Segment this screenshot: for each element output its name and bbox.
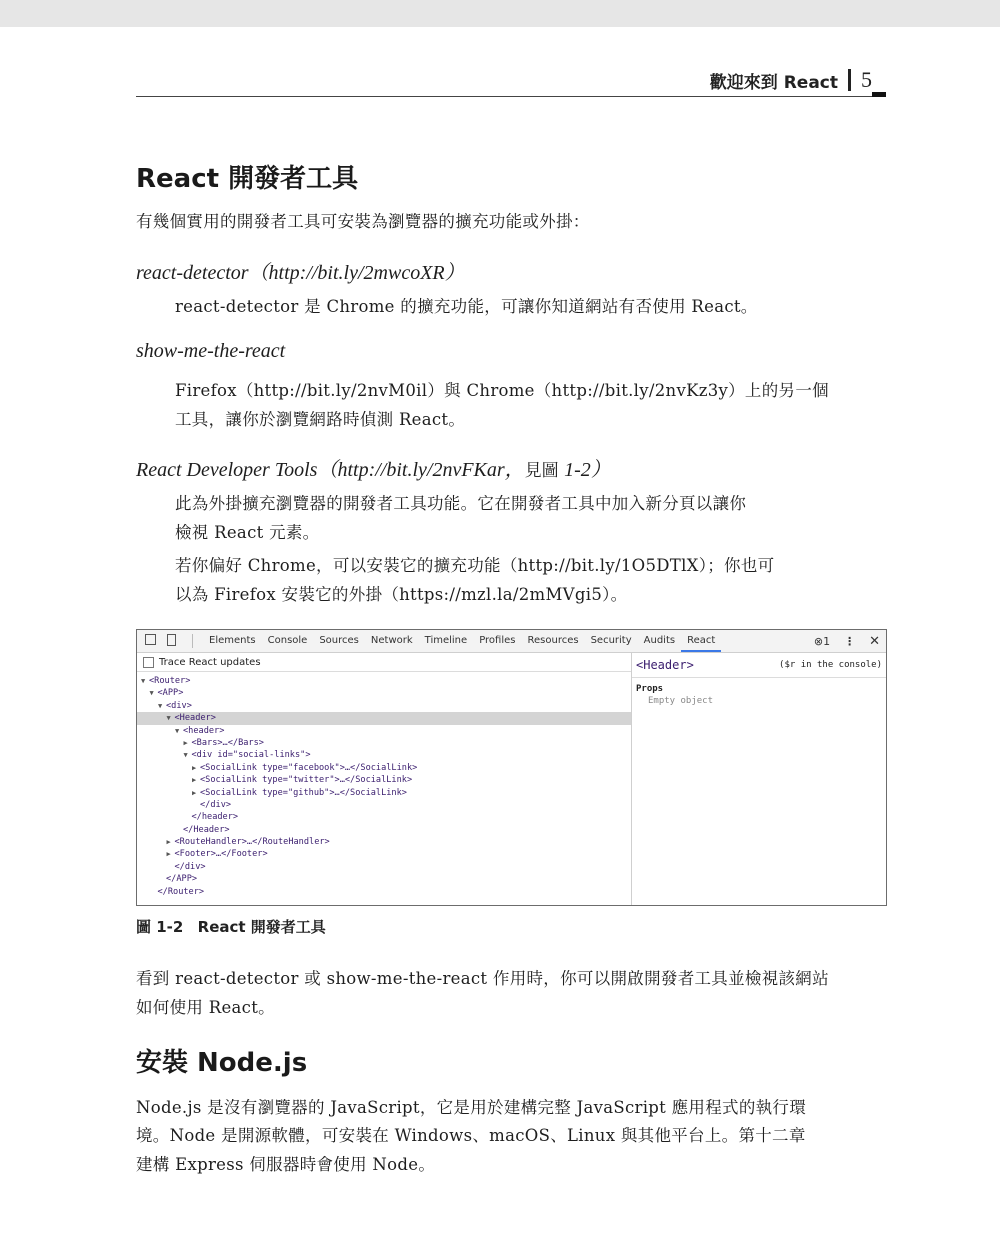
error-counter[interactable] <box>814 635 830 648</box>
running-head <box>710 66 872 94</box>
figure-caption-text: React 開發者工具 <box>197 918 326 936</box>
selected-component-name: <Header> <box>636 658 694 672</box>
device-icon[interactable] <box>167 634 176 646</box>
tab-timeline[interactable]: Timeline <box>424 635 468 646</box>
section-heading-react-devtools: React 開發者工具 <box>136 164 359 194</box>
intro-paragraph: 有幾個實用的開發者工具可安裝為瀏覽器的擴充功能或外掛： <box>136 212 590 231</box>
tree-node-text: </div> <box>174 861 206 872</box>
tree-node[interactable] <box>137 712 631 724</box>
devtools-screenshot <box>136 629 887 906</box>
tree-node[interactable] <box>137 848 631 860</box>
term-react-developer-tools <box>136 453 611 482</box>
devtools-toolbar <box>137 630 886 653</box>
tab-security[interactable]: Security <box>590 635 632 646</box>
sidebar-header <box>632 653 886 678</box>
props-sidebar <box>632 653 886 905</box>
node-paragraph-line: 建構 Express 伺服器時會使用 Node。 <box>136 1155 436 1174</box>
console-hint: ($r in the console) <box>779 660 882 670</box>
term-name: react-detector <box>136 262 249 284</box>
node-paragraph-line: Node.js 是沒有瀏覽器的 JavaScript，它是用於建構完整 JavaScript 應用程式的執行環 <box>136 1098 807 1117</box>
error-icon: ⊗ <box>813 634 824 648</box>
collapse-arrow-icon[interactable]: ▶ <box>166 850 171 859</box>
term-show-me-the-react <box>136 340 285 363</box>
node-paragraph-line: 境。Node 是開源軟體，可安裝在 Windows、macOS、Linux 與其他平台上。第十二章 <box>136 1126 806 1145</box>
paragraph-after-figure-line: 看到 react-detector 或 show-me-the-react 作用時，你可以開啟開發者工具並檢視該網站 <box>136 969 829 988</box>
tree-node[interactable] <box>137 836 631 848</box>
tool-desc-line: Firefox（http://bit.ly/2nvM0il）與 Chrome（http://bit.ly/2nvKz3y）上的另一個 <box>175 381 829 400</box>
tree-node[interactable] <box>137 774 631 786</box>
figure-label: 圖 1-2 <box>136 918 184 936</box>
tool-desc-line: 工具，讓你於瀏覽網路時偵測 React。 <box>175 410 466 429</box>
tool-desc-line: 此為外掛擴充瀏覽器的開發者工具功能。它在開發者工具中加入新分頁以讓你 <box>175 494 747 513</box>
collapse-arrow-icon[interactable]: ▶ <box>183 738 188 747</box>
tree-node[interactable] <box>137 799 631 811</box>
page-number: 5 <box>861 67 872 92</box>
tree-node-text: <Router> <box>149 676 191 686</box>
tree-node[interactable] <box>137 873 631 885</box>
tab-console[interactable]: Console <box>267 635 308 646</box>
tree-node-text: <APP> <box>157 688 184 699</box>
props-label: Props <box>636 684 664 694</box>
toolbar-right <box>814 630 880 652</box>
tree-node-text: <SocialLink type="facebook">…</SocialLink> <box>200 762 418 773</box>
tree-node[interactable] <box>137 737 631 749</box>
tree-node[interactable] <box>137 700 631 712</box>
tree-node-text: </APP> <box>166 874 198 885</box>
component-tree-pane <box>137 653 632 905</box>
expand-arrow-icon[interactable]: ▼ <box>141 677 146 685</box>
top-band <box>0 0 1000 27</box>
tree-node-text: </Router> <box>157 886 205 897</box>
tree-node-text: <SocialLink type="twitter">…</SocialLink> <box>200 775 413 786</box>
tree-node-text: </Header> <box>183 824 230 835</box>
trace-updates-checkbox[interactable] <box>143 657 154 668</box>
expand-arrow-icon[interactable]: ▼ <box>166 714 171 723</box>
term-name: React Developer Tools <box>136 459 318 481</box>
tree-node[interactable] <box>137 762 631 774</box>
expand-arrow-icon[interactable]: ▼ <box>158 701 163 710</box>
tab-sources[interactable]: Sources <box>319 635 359 646</box>
tree-node[interactable] <box>137 725 631 737</box>
figure-caption <box>136 916 326 937</box>
tree-node[interactable] <box>137 787 631 799</box>
component-tree <box>137 675 631 898</box>
term-react-detector <box>136 256 465 285</box>
expand-arrow-icon[interactable]: ▼ <box>149 689 154 698</box>
tree-node-text: <header> <box>183 725 225 736</box>
expand-arrow-icon[interactable]: ▼ <box>175 726 180 735</box>
tree-node-text: <Header> <box>174 713 216 724</box>
tree-node-text: </header> <box>191 812 239 823</box>
header-mark <box>872 92 886 97</box>
tree-node-text: </div> <box>200 799 232 810</box>
tab-elements[interactable]: Elements <box>209 635 256 646</box>
tool-desc-line: react-detector 是 Chrome 的擴充功能，可讓你知道網站有否使用 React。 <box>175 297 758 316</box>
tab-audits[interactable]: Audits <box>643 635 676 646</box>
expand-arrow-icon[interactable]: ▼ <box>183 751 188 760</box>
props-empty: Empty object <box>648 696 714 706</box>
trace-updates-label: Trace React updates <box>159 656 261 668</box>
tree-node-text: <SocialLink type="github">…</SocialLink> <box>200 787 407 798</box>
collapse-arrow-icon[interactable]: ▶ <box>166 838 171 847</box>
term-note: （http://bit.ly/2mwcoXR） <box>248 262 465 284</box>
toolbar-divider <box>192 634 193 648</box>
tree-node[interactable] <box>137 675 631 687</box>
tool-desc-line: 以為 Firefox 安裝它的外掛（https://mzl.la/2mMVgi5）。 <box>175 585 628 604</box>
tab-network[interactable]: Network <box>370 635 413 646</box>
collapse-arrow-icon[interactable]: ▶ <box>192 776 197 785</box>
tool-desc-line: 檢視 React 元素。 <box>175 523 320 542</box>
tree-node[interactable] <box>137 886 631 898</box>
paragraph-after-figure-line: 如何使用 React。 <box>136 998 275 1017</box>
running-head-separator <box>848 69 851 91</box>
term-name: show-me-the-react <box>136 340 286 362</box>
tree-node[interactable] <box>137 687 631 699</box>
term-note: （http://bit.ly/2nvFKar， <box>317 459 525 481</box>
collapse-arrow-icon[interactable]: ▶ <box>192 763 197 772</box>
tab-resources[interactable]: Resources <box>527 635 579 646</box>
tool-desc-line: 若你偏好 Chrome，可以安裝它的擴充功能（http://bit.ly/1O5DTlX）；你也可 <box>175 556 775 575</box>
tree-node-text: <Footer>…</Footer> <box>174 849 268 860</box>
tree-node[interactable] <box>137 861 631 873</box>
tree-node-text: <div id="social-links"> <box>191 750 311 761</box>
tree-node-text: <div> <box>166 700 192 711</box>
tab-react[interactable]: React <box>681 630 721 652</box>
tree-node-text: <RouteHandler>…</RouteHandler> <box>174 837 330 848</box>
term-note-close: ） <box>590 459 611 481</box>
trace-updates-row[interactable] <box>137 653 631 672</box>
collapse-arrow-icon[interactable]: ▶ <box>192 788 197 797</box>
term-note-ref: 見圖 <box>524 461 565 481</box>
running-head-title: 歡迎來到 React <box>709 72 838 93</box>
term-note-fig: 1-2 <box>564 459 591 481</box>
tree-node-text: <Bars>…</Bars> <box>191 737 264 748</box>
tree-node[interactable] <box>137 824 631 836</box>
tree-node[interactable] <box>137 749 631 761</box>
tree-node[interactable] <box>137 811 631 823</box>
error-count: 1 <box>823 634 831 648</box>
kebab-icon[interactable]: ⋮ <box>844 634 856 648</box>
close-icon[interactable]: ✕ <box>869 633 880 649</box>
header-rule <box>136 96 886 97</box>
inspect-icon[interactable] <box>145 634 156 645</box>
section-heading-install-node: 安裝 Node.js <box>136 1048 308 1078</box>
tab-profiles[interactable]: Profiles <box>479 635 516 646</box>
devtools-tabs <box>203 630 721 652</box>
